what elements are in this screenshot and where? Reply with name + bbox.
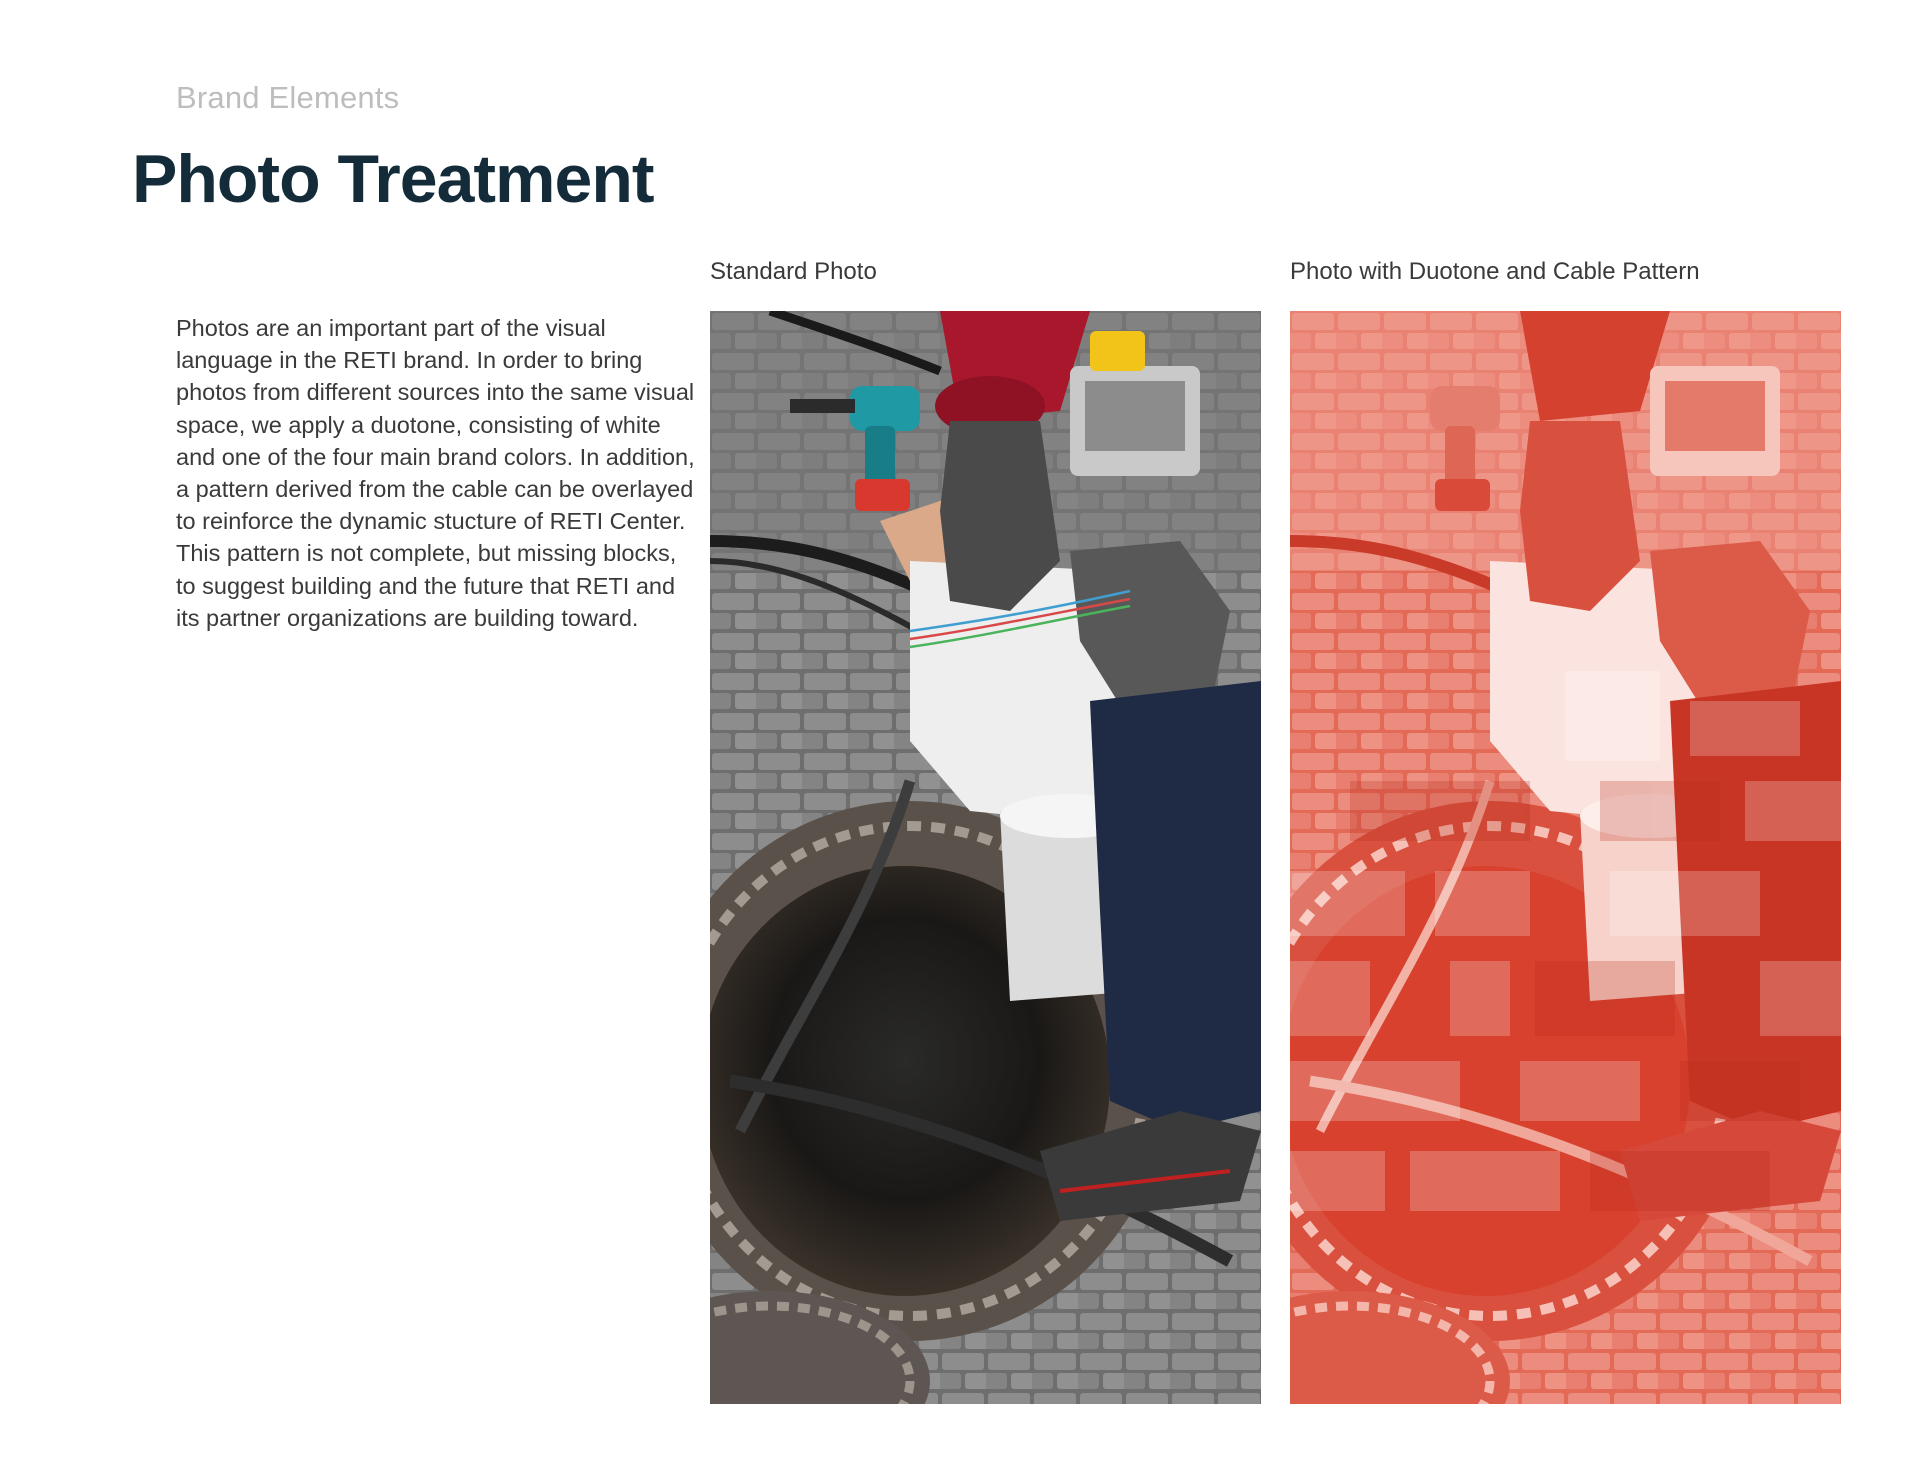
standard-photo-caption: Standard Photo xyxy=(710,258,877,285)
section-label: Brand Elements xyxy=(176,80,400,115)
duotone-photo xyxy=(1290,311,1841,1404)
standard-photo xyxy=(710,311,1261,1404)
description-paragraph: Photos are an important part of the visual language in the RETI brand. In order to bring photos from different sources into the same visual space, we apply a duotone, consisting of white and one of the four main brand colors. In addition, a pattern derived from the cable can be overlayed to reinforce the dynamic stucture of RETI Center. This pattern is not complete, but missing blocks, to suggest building and the future that RETI and its partner organizations are building toward. xyxy=(176,315,695,631)
duotone-photo-caption: Photo with Duotone and Cable Pattern xyxy=(1290,258,1700,285)
page-title: Photo Treatment xyxy=(132,141,654,217)
